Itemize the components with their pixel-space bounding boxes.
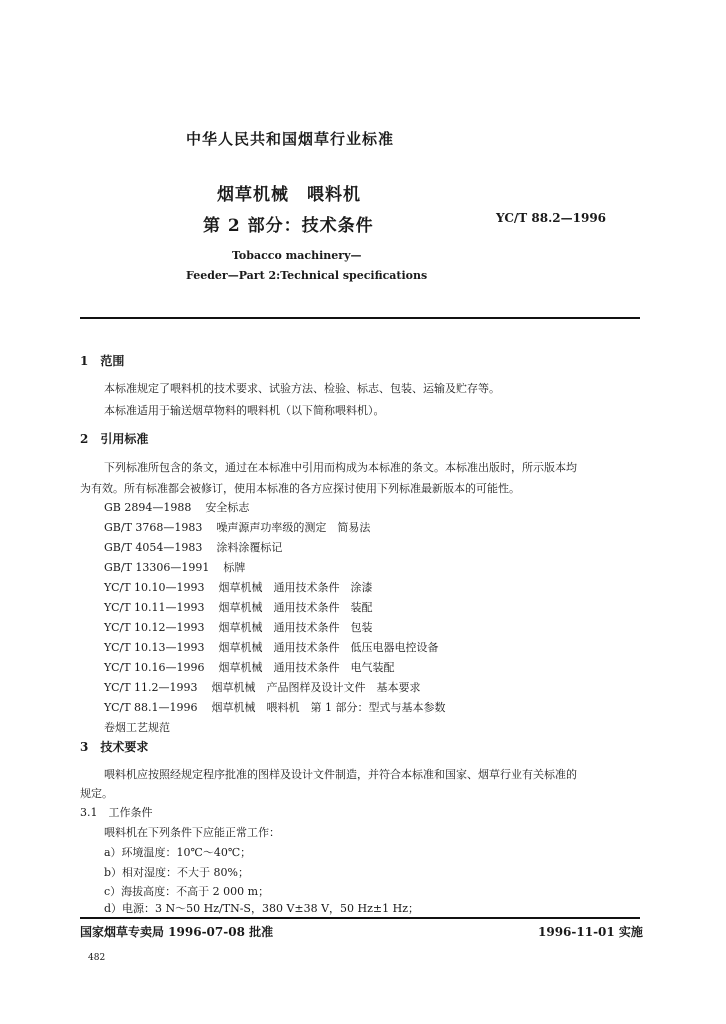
condition-item: b）相对湿度：不大于 80%； bbox=[104, 866, 249, 879]
reference-item bbox=[104, 639, 439, 655]
reference-code: YC/T 10.13—1993 bbox=[104, 641, 205, 654]
reference-title: 烟草机械 通用技术条件 涂漆 bbox=[218, 581, 373, 594]
reference-item bbox=[104, 619, 373, 635]
condition-item: d）电源：3 N～50 Hz/TN-S，380 V±38 V，50 Hz±1 Hz； bbox=[104, 902, 420, 915]
reference-item bbox=[104, 539, 282, 555]
reference-title: 噪声源声功率级的测定 简易法 bbox=[216, 521, 371, 534]
reference-title: 烟草机械 通用技术条件 电气装配 bbox=[218, 661, 395, 674]
reference-title: 烟草机械 通用技术条件 包装 bbox=[218, 621, 373, 634]
reference-item bbox=[104, 499, 249, 515]
section-3-paragraph-line2: 规定。 bbox=[80, 787, 113, 800]
footer-rule bbox=[80, 917, 640, 919]
section-3-1-heading: 3.1 工作条件 bbox=[80, 806, 153, 819]
reference-item bbox=[104, 559, 245, 575]
section-3-1-intro: 喂料机在下列条件下应能正常工作： bbox=[104, 826, 280, 839]
section-1-paragraph-1: 本标准规定了喂料机的技术要求、试验方法、检验、标志、包装、运输及贮存等。 bbox=[104, 382, 500, 395]
reference-code: YC/T 10.10—1993 bbox=[104, 581, 205, 594]
reference-code: GB/T 3768—1983 bbox=[104, 521, 203, 534]
reference-code: 卷烟工艺规范 bbox=[104, 721, 170, 734]
reference-title: 烟草机械 喂料机 第 1 部分：型式与基本参数 bbox=[211, 701, 446, 714]
document-title-line1: 烟草机械 喂料机 bbox=[217, 185, 361, 205]
reference-title: 标牌 bbox=[223, 561, 246, 574]
reference-code: YC/T 11.2—1993 bbox=[104, 681, 198, 694]
condition-item: c）海拔高度：不高于 2 000 m； bbox=[104, 885, 270, 898]
reference-title: 烟草机械 通用技术条件 装配 bbox=[218, 601, 373, 614]
standard-code: YC/T 88.2—1996 bbox=[496, 211, 607, 225]
reference-item bbox=[104, 599, 373, 615]
reference-code: YC/T 10.16—1996 bbox=[104, 661, 205, 674]
reference-item bbox=[104, 659, 395, 675]
section-2-paragraph-line2: 为有效。所有标准都会被修订，使用本标准的各方应探讨使用下列标准最新版本的可能性。 bbox=[80, 482, 520, 495]
implementation-line: 1996-11-01 实施 bbox=[538, 925, 643, 939]
document-title-line2: 第 2 部分：技术条件 bbox=[203, 216, 374, 236]
english-title-line2: Feeder—Part 2:Technical specifications bbox=[186, 269, 428, 282]
approval-line: 国家烟草专卖局 1996-07-08 批准 bbox=[80, 925, 274, 939]
reference-code: YC/T 10.12—1993 bbox=[104, 621, 205, 634]
reference-item bbox=[104, 579, 373, 595]
section-2-paragraph-line1: 下列标准所包含的条文，通过在本标准中引用而构成为本标准的条文。本标准出版时，所示版本均 bbox=[104, 461, 577, 474]
page-number: 482 bbox=[88, 953, 106, 963]
reference-item bbox=[104, 719, 170, 735]
reference-item bbox=[104, 699, 446, 715]
reference-item bbox=[104, 519, 370, 535]
reference-title: 涂料涂覆标记 bbox=[216, 541, 283, 554]
reference-title: 烟草机械 通用技术条件 低压电器电控设备 bbox=[218, 641, 439, 654]
reference-code: YC/T 10.11—1993 bbox=[104, 601, 205, 614]
reference-title: 安全标志 bbox=[205, 501, 250, 514]
reference-code: GB/T 4054—1983 bbox=[104, 541, 203, 554]
reference-item bbox=[104, 679, 421, 695]
reference-code: GB 2894—1988 bbox=[104, 501, 192, 514]
reference-title: 烟草机械 产品图样及设计文件 基本要求 bbox=[211, 681, 421, 694]
section-2-heading: 2 引用标准 bbox=[80, 432, 149, 446]
section-1-heading: 1 范围 bbox=[80, 354, 125, 368]
issuing-body: 中华人民共和国烟草行业标准 bbox=[186, 130, 395, 148]
section-1-paragraph-2: 本标准适用于输送烟草物料的喂料机（以下简称喂料机）。 bbox=[104, 404, 385, 417]
header-rule bbox=[80, 317, 640, 319]
reference-code: GB/T 13306—1991 bbox=[104, 561, 210, 574]
english-title-line1: Tobacco machinery— bbox=[232, 249, 362, 262]
condition-item: a）环境温度：10℃～40℃； bbox=[104, 846, 252, 859]
section-3-heading: 3 技术要求 bbox=[80, 740, 149, 754]
reference-code: YC/T 88.1—1996 bbox=[104, 701, 198, 714]
section-3-paragraph-line1: 喂料机应按照经规定程序批准的图样及设计文件制造，并符合本标准和国家、烟草行业有关标准的 bbox=[104, 768, 577, 781]
